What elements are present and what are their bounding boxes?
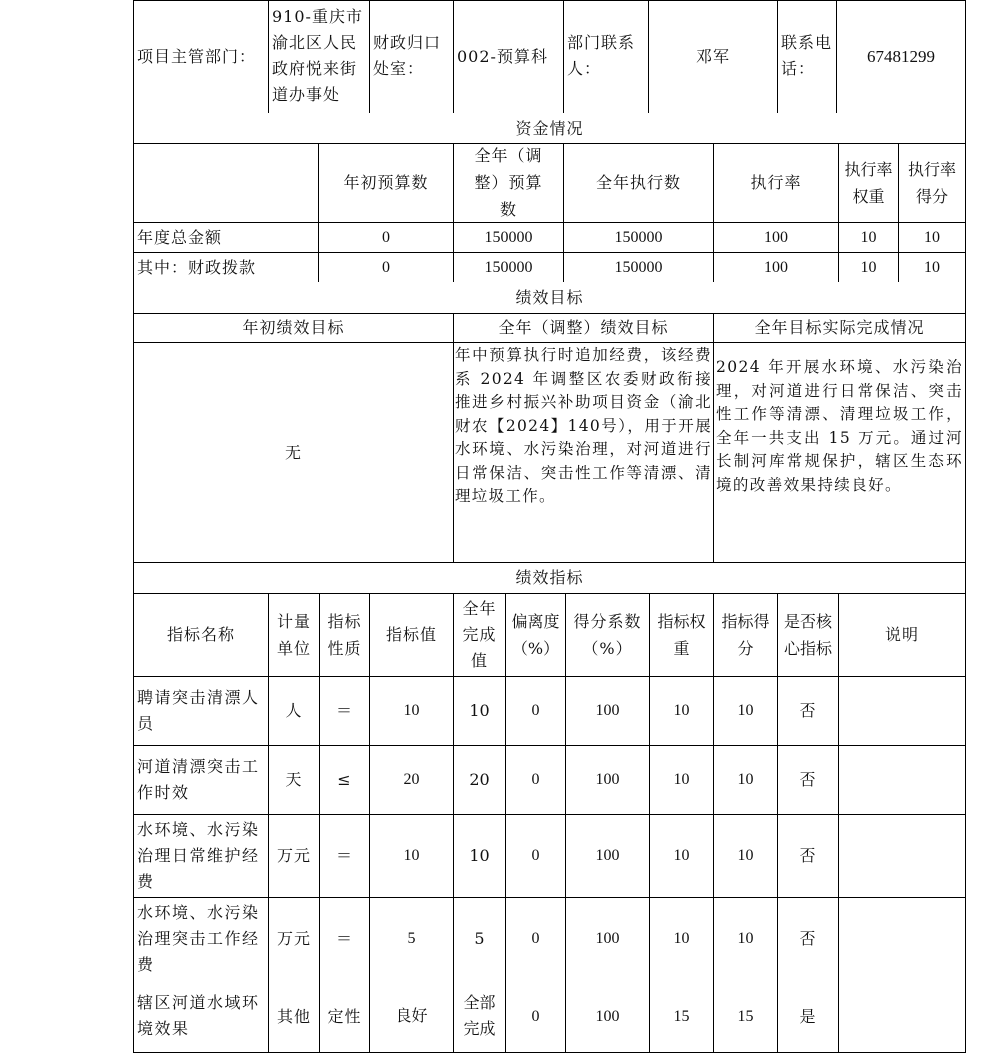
ind-score: 15 (737, 1007, 754, 1025)
funds-row-label: 其中：财政拨款 (137, 257, 257, 277)
ind-name: 辖区河道水域环境效果 (137, 993, 260, 1038)
funds-header-adjusted: 全年（调整）预算数 (474, 146, 543, 219)
ind-deviation: 0 (531, 1007, 540, 1025)
funds-initial: 0 (382, 258, 390, 276)
funds-header-rate: 执行率 (750, 173, 802, 192)
ind-target: 良好 (395, 1007, 428, 1025)
goals-header-initial: 年初绩效目标 (242, 318, 345, 337)
ind-header-name: 指标名称 (166, 625, 235, 644)
ind-coef: 100 (595, 1007, 620, 1025)
ind-deviation: 0 (531, 847, 540, 864)
phone-label: 联系电话： (781, 33, 833, 78)
funds-adjusted: 150000 (484, 258, 533, 276)
funds-header-weight: 执行率权重 (844, 159, 893, 206)
ind-score: 10 (737, 771, 754, 788)
ind-actual: 10 (469, 845, 490, 865)
ind-deviation: 0 (531, 702, 540, 719)
ind-actual: 5 (474, 928, 485, 948)
funds-initial: 0 (382, 228, 390, 246)
ind-weight: 10 (673, 702, 690, 719)
funds-executed: 150000 (614, 258, 663, 276)
ind-note (839, 745, 965, 814)
phone-value: 67481299 (867, 47, 935, 66)
ind-header-actual: 全年完成值 (462, 598, 497, 670)
ind-target: 10 (403, 847, 420, 864)
ind-deviation: 0 (531, 930, 540, 947)
ind-header-note: 说明 (884, 625, 919, 644)
dept-value: 910-重庆市渝北区人民政府悦来街道办事处 (272, 7, 363, 104)
ind-weight: 10 (673, 847, 690, 864)
ind-nature: ≤ (337, 770, 352, 789)
funds-header-executed: 全年执行数 (595, 173, 681, 192)
ind-coef: 100 (595, 702, 620, 719)
ind-header-coef: 得分系数（%） (573, 611, 642, 658)
ind-coef: 100 (595, 930, 620, 947)
ind-core: 否 (799, 929, 817, 948)
goals-header-actual: 全年目标实际完成情况 (754, 318, 925, 337)
ind-unit: 人 (285, 701, 303, 720)
ind-weight: 15 (673, 1007, 690, 1025)
ind-nature: ＝ (335, 701, 353, 720)
ind-note (839, 814, 965, 897)
funds-weight: 10 (860, 228, 877, 246)
ind-name: 聘请突击清漂人员 (137, 687, 260, 733)
ind-target: 20 (403, 771, 420, 788)
ind-core: 是 (799, 1006, 817, 1026)
funds-score: 10 (924, 228, 940, 246)
funds-weight: 10 (860, 258, 877, 276)
ind-unit: 万元 (276, 929, 311, 948)
ind-coef: 100 (595, 847, 620, 864)
goals-initial-text: 无 (284, 442, 302, 462)
indicators-section-title: 绩效指标 (515, 568, 584, 587)
ind-target: 5 (407, 930, 416, 947)
funds-rate: 100 (764, 258, 788, 276)
ind-nature: ＝ (335, 929, 353, 948)
ind-score: 10 (737, 930, 754, 947)
ind-score: 10 (737, 702, 754, 719)
ind-header-core: 是否核心指标 (783, 611, 832, 658)
ind-nature: 定性 (327, 1006, 362, 1026)
ind-deviation: 0 (531, 771, 540, 788)
goals-section-title: 绩效目标 (515, 288, 584, 307)
funds-row-label: 年度总金额 (137, 227, 223, 247)
contact-label: 部门联系人： (567, 33, 636, 78)
ind-weight: 10 (673, 771, 690, 788)
funds-header-score: 执行率得分 (907, 159, 956, 206)
funds-executed: 150000 (614, 228, 663, 246)
ind-note (839, 897, 965, 980)
ind-header-deviation: 偏离度（%） (511, 611, 560, 658)
ind-score: 10 (737, 847, 754, 864)
ind-actual: 10 (469, 700, 490, 720)
ind-core: 否 (799, 770, 817, 789)
ind-header-unit: 计量单位 (276, 611, 311, 658)
ind-nature: ＝ (335, 846, 353, 865)
funds-rate: 100 (764, 228, 788, 246)
funds-section-title: 资金情况 (515, 118, 584, 138)
ind-header-target: 指标值 (385, 625, 437, 644)
funds-header-initial: 年初预算数 (343, 173, 429, 192)
ind-coef: 100 (595, 771, 620, 788)
ind-actual: 20 (469, 769, 490, 789)
funds-adjusted: 150000 (484, 228, 533, 246)
goals-header-adjusted: 全年（调整）绩效目标 (498, 318, 669, 337)
ind-core: 否 (799, 846, 817, 865)
ind-name: 水环境、水污染治理日常维护经费 (137, 819, 260, 891)
ind-note (839, 980, 965, 1052)
ind-header-nature: 指标性质 (327, 611, 362, 658)
ind-target: 10 (403, 702, 420, 719)
ind-weight: 10 (673, 930, 690, 947)
office-value: 002-预算科 (457, 47, 548, 66)
ind-header-score: 指标得分 (721, 611, 770, 658)
ind-unit: 其他 (276, 1006, 311, 1026)
ind-header-weight: 指标权重 (657, 611, 706, 658)
goals-actual-text: 2024 年开展水环境、水污染治理，对河道进行日常保洁、突击性工作等清漂、清理垃圾工作，全年一共支出 15 万元。通过河长制河库常规保护，辖区生态环境的改善效果持续良好。 (716, 358, 963, 494)
ind-name: 水环境、水污染治理突击工作经费 (137, 902, 260, 974)
ind-unit: 天 (285, 770, 303, 789)
ind-core: 否 (799, 701, 817, 720)
office-label: 财政归口处室： (373, 33, 442, 78)
ind-note (839, 676, 965, 745)
dept-label: 项目主管部门： (137, 47, 257, 66)
ind-unit: 万元 (276, 846, 311, 865)
funds-score: 10 (924, 258, 940, 276)
contact-value: 邓军 (695, 47, 730, 66)
ind-actual: 全部完成 (463, 993, 496, 1038)
ind-name: 河道清漂突击工作时效 (137, 756, 260, 802)
goals-adjusted-text: 年中预算执行时追加经费，该经费系 2024 年调整区农委财政衔接推进乡村振兴补助项目资金（渝北财农【2024】140号），用于开展水环境、水污染治理，对河道进行日常保洁、突击性工作等清漂、清理垃圾工作。 (455, 346, 712, 505)
